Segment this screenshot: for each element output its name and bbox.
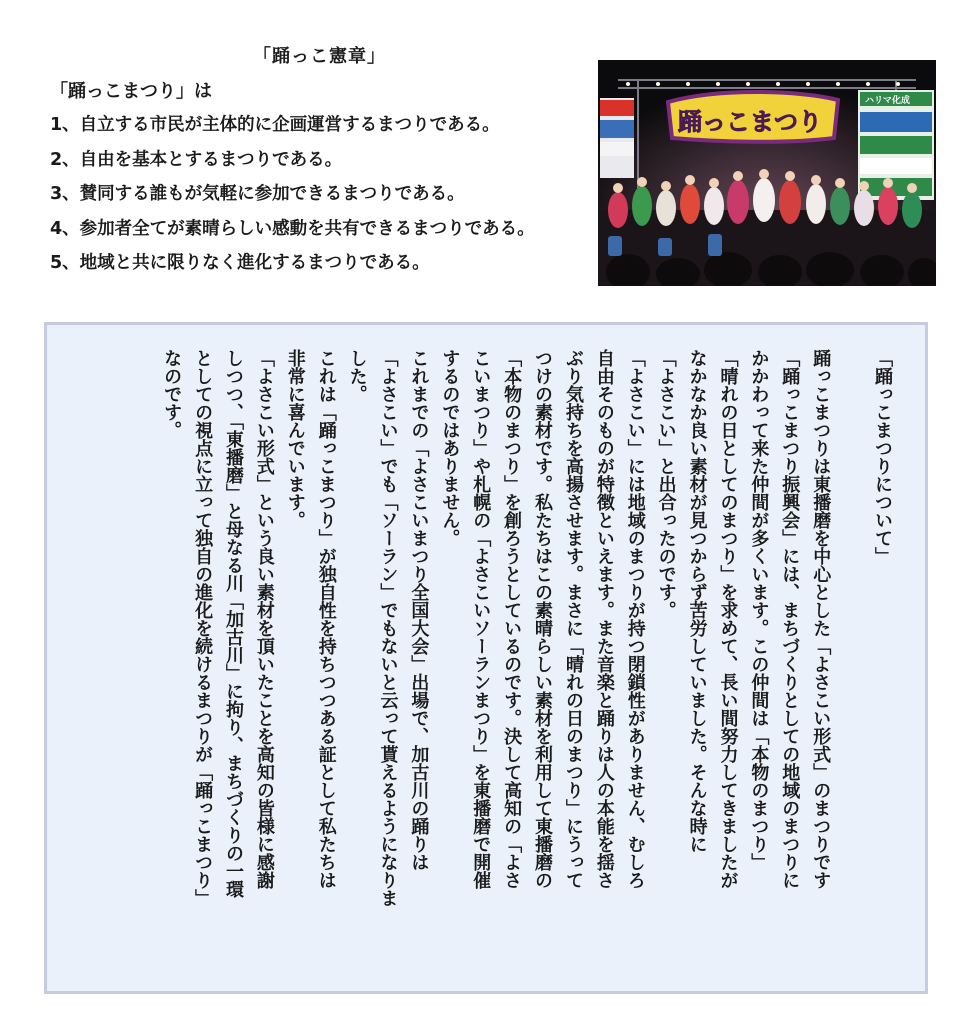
text-line: 「よさこい形式」という良い素材を頂いたことを高知の皆様に感謝: [253, 349, 275, 889]
text-line: 「晴れの日としてのまつり」を求めて、長い間努力してきましたが: [717, 349, 739, 889]
text-line: これまでの「よさこいまつり全国大会」出場で、加古川の踊りは: [408, 349, 430, 871]
text-line: しつつ、「東播磨」と母なる川「加古川」に拘り、まちづくりの一環: [222, 349, 244, 898]
text-line: こいまつり」や札幌の「よさこいソーランまつり」を東播磨で開催: [470, 349, 492, 889]
text-line: なかなか良い素材が見つからず苦労していました。そんな時に: [686, 349, 708, 853]
charter-title: 「踊っこ憲章」: [253, 46, 386, 67]
text-line: 「よさこい」と出合ったのです。: [655, 349, 677, 619]
text-line: かかわって来た仲間が多くいます。この仲間は「本物のまつり」: [748, 349, 770, 871]
text-line: [835, 349, 866, 989]
text-line: なのです。: [161, 349, 183, 439]
text-line: 「本物のまつり」を創ろうとしているのです。決して高知の「よさ: [501, 349, 523, 889]
about-heading: 「踊っこまつりについて」: [872, 349, 893, 565]
text-line: 「よさこい」でも「ソーラン」でもないと云って貰えるようになりま: [377, 349, 399, 907]
charter-item: 4、参加者全てが素晴らしい感動を共有できるまつりである。: [50, 218, 535, 239]
text-line: 「踊っこまつり振興会」には、まちづくりとしての地域のまつりに: [779, 349, 801, 889]
festival-stage-illustration: [598, 60, 936, 286]
text-line: ぶり気持ちを高揚させます。まさに「晴れの日のまつり」にうって: [562, 349, 584, 889]
charter-item: 5、地域と共に限りなく進化するまつりである。: [50, 253, 430, 273]
charter-item: 3、賛同する誰もが気軽に参加できるまつりである。: [50, 184, 465, 204]
text-line: 「よさこい」には地域のまつりが持つ閉鎖性がありません、むしろ: [624, 349, 646, 889]
text-line: 踊っこまつりは東播磨を中心とした「よさこい形式」のまつりです: [810, 349, 832, 889]
text-line: これは「踊っこまつり」が独自性を持ちつつある証として私たちは: [315, 349, 337, 889]
text-line: としての視点に立って独自の進化を続けるまつりが「踊っこまつり」: [192, 349, 214, 907]
text-line: するのではありません。: [439, 349, 461, 547]
charter-list: [50, 112, 535, 285]
text-line: つけの素材です。私たちはこの素晴らしい素材を利用して東播磨の: [532, 349, 554, 889]
text-line: した。: [346, 349, 368, 403]
charter-item: 2、自由を基本とするまつりである。: [50, 149, 343, 170]
festival-banner-text: 踊っこまつり: [678, 108, 822, 136]
text-line: 自由そのものが特徴といえます。また音楽と踊りは人の本能を揺さ: [593, 349, 615, 889]
about-vertical-text: [155, 349, 897, 989]
about-panel: [44, 322, 928, 994]
charter-subtitle: 「踊っこまつり」は: [50, 81, 212, 102]
sponsor-label: ハリマ化成: [865, 96, 910, 106]
festival-photo: [598, 60, 936, 286]
charter-item: 1、自立する市民が主体的に企画運営するまつりである。: [50, 115, 500, 135]
text-line: 非常に喜んでいます。: [284, 349, 306, 529]
